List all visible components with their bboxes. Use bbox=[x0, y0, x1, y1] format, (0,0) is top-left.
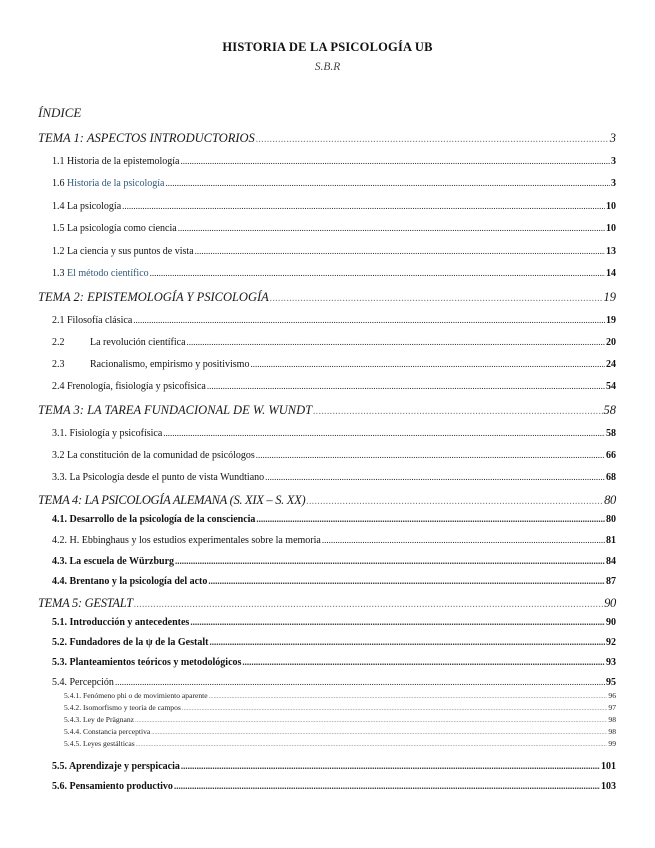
dot-leader bbox=[270, 293, 603, 304]
toc-page-number: 3 bbox=[611, 156, 616, 167]
toc-page-number: 14 bbox=[606, 268, 616, 279]
toc-entry-link[interactable]: El método científico bbox=[67, 268, 149, 279]
toc-chapter-tema-4[interactable] bbox=[38, 493, 616, 508]
toc-entry-label: Fundadores de la ψ de la Gestalt bbox=[69, 637, 209, 648]
toc-chapter-tema-5[interactable] bbox=[38, 596, 616, 611]
dot-leader bbox=[187, 337, 605, 347]
dot-leader bbox=[178, 223, 605, 233]
toc-section-number: 1.6 bbox=[52, 178, 65, 189]
dot-leader bbox=[256, 134, 609, 145]
toc-section-5-3[interactable] bbox=[52, 657, 616, 668]
dot-leader bbox=[242, 657, 605, 667]
toc-page-number: 81 bbox=[606, 535, 616, 546]
dot-leader bbox=[122, 201, 605, 211]
dot-leader bbox=[207, 381, 605, 391]
toc-page-number: 98 bbox=[608, 727, 616, 736]
toc-page-number: 19 bbox=[603, 290, 616, 304]
toc-subsection-5-4-4[interactable] bbox=[64, 727, 616, 736]
dot-leader bbox=[136, 741, 608, 748]
dot-leader bbox=[134, 599, 603, 610]
dot-leader bbox=[133, 315, 605, 325]
toc-section-number: 5.3. bbox=[52, 657, 67, 668]
toc-section-number: 1.2 bbox=[52, 246, 65, 257]
toc-section-number: 4.4. bbox=[52, 576, 67, 587]
dot-leader bbox=[151, 729, 607, 736]
toc-entry-label: Fenómeno phi o de movimiento aparente bbox=[83, 691, 208, 700]
toc-section-number: 2.2 bbox=[52, 337, 65, 348]
toc-entry-label: La constitución de la comunidad de psicólogos bbox=[67, 450, 255, 461]
toc-section-number: 2.3 bbox=[52, 359, 65, 370]
toc-section-number: 5.4.5. bbox=[64, 739, 82, 748]
toc-entry-link[interactable]: Historia de la psicología bbox=[67, 178, 165, 189]
toc-entry-label: La Psicología desde el punto de vista Wundtiano bbox=[69, 472, 265, 483]
toc-entry-label: Historia de la epistemología bbox=[67, 156, 180, 167]
dot-leader bbox=[174, 781, 600, 791]
dot-leader bbox=[190, 617, 605, 627]
toc-section-number: 5.4.3. bbox=[64, 715, 82, 724]
toc-page-number: 98 bbox=[608, 715, 616, 724]
toc-page-number: 92 bbox=[606, 637, 616, 648]
toc-section-2-1[interactable] bbox=[52, 315, 616, 326]
toc-heading: ÍNDICE bbox=[38, 105, 82, 120]
toc-section-3-3[interactable] bbox=[52, 472, 616, 483]
toc-page-number: 58 bbox=[603, 403, 616, 417]
toc-section-number: 1.5 bbox=[52, 223, 65, 234]
toc-section-5-6[interactable] bbox=[52, 781, 616, 792]
toc-section-number: 1.1 bbox=[52, 156, 65, 167]
toc-page-number: 54 bbox=[606, 381, 616, 392]
toc-section-5-2[interactable] bbox=[52, 637, 616, 648]
toc-page-number: 13 bbox=[606, 246, 616, 257]
toc-subsection-5-4-2[interactable] bbox=[64, 703, 616, 712]
toc-entry-label: Frenología, fisiología y psicofísica bbox=[67, 381, 206, 392]
toc-entry-label: Racionalismo, empirismo y positivismo bbox=[90, 359, 250, 370]
dot-leader bbox=[209, 637, 605, 647]
toc-section-5-1[interactable] bbox=[52, 617, 616, 628]
toc-section-number: 4.2. bbox=[52, 535, 67, 546]
toc-page-number: 66 bbox=[606, 450, 616, 461]
toc-page-number: 58 bbox=[606, 428, 616, 439]
toc-section-2-3[interactable] bbox=[52, 359, 616, 370]
toc-entry-label: Planteamientos teóricos y metodológicos bbox=[69, 657, 242, 668]
dot-leader bbox=[195, 246, 605, 256]
toc-section-number: 1.4 bbox=[52, 201, 65, 212]
dot-leader bbox=[322, 535, 605, 545]
toc-entry-label: TEMA 4: LA PSICOLOGÍA ALEMANA (S. XIX – S. XX) bbox=[38, 493, 306, 507]
toc-page-number: 3 bbox=[609, 131, 616, 145]
toc-entry-label: H. Ebbinghaus y los estudios experimentales sobre la memoria bbox=[69, 535, 321, 546]
toc-section-number: 5.4.2. bbox=[64, 703, 82, 712]
toc-entry-label: Filosofía clásica bbox=[67, 315, 133, 326]
toc-entry-label: Percepción bbox=[69, 677, 114, 688]
toc-section-1-6[interactable] bbox=[52, 178, 616, 189]
toc-section-number: 5.4.4. bbox=[64, 727, 82, 736]
toc-page-number: 101 bbox=[601, 761, 616, 772]
toc-section-4-3[interactable] bbox=[52, 556, 616, 567]
toc-entry-label: La ciencia y sus puntos de vista bbox=[67, 246, 194, 257]
toc-section-number: 3.3. bbox=[52, 472, 67, 483]
toc-entry-label: TEMA 5: GESTALT bbox=[38, 596, 133, 610]
toc-section-3-1[interactable] bbox=[52, 428, 616, 439]
toc-page-number: 80 bbox=[604, 493, 616, 507]
toc-section-number: 5.2. bbox=[52, 637, 67, 648]
toc-section-2-4[interactable] bbox=[52, 381, 616, 392]
dot-leader bbox=[265, 472, 605, 482]
dot-leader bbox=[182, 705, 608, 712]
toc-page-number: 96 bbox=[608, 691, 616, 700]
toc-page-number: 19 bbox=[606, 315, 616, 326]
dot-leader bbox=[163, 428, 605, 438]
toc-section-number: 3.1. bbox=[52, 428, 67, 439]
dot-leader bbox=[313, 406, 602, 417]
toc-page-number: 87 bbox=[606, 576, 616, 587]
toc-page-number: 103 bbox=[601, 781, 616, 792]
toc-page-number: 90 bbox=[606, 617, 616, 628]
toc-page-number: 10 bbox=[606, 223, 616, 234]
toc-page-number: 68 bbox=[606, 472, 616, 483]
toc-entry-label: La psicología como ciencia bbox=[67, 223, 177, 234]
toc-section-1-2[interactable] bbox=[52, 246, 616, 257]
toc-section-number: 2.1 bbox=[52, 315, 65, 326]
toc-section-5-5[interactable] bbox=[52, 761, 616, 772]
toc-page-number: 20 bbox=[606, 337, 616, 348]
toc-entry-label: TEMA 2: EPISTEMOLOGÍA Y PSICOLOGÍA bbox=[38, 290, 269, 304]
dot-leader bbox=[115, 677, 605, 687]
toc-section-1-1[interactable] bbox=[52, 156, 616, 167]
toc-page-number: 80 bbox=[606, 514, 616, 525]
toc-entry-label: TEMA 3: LA TAREA FUNDACIONAL DE W. WUNDT bbox=[38, 403, 313, 417]
toc-chapter-tema-1[interactable] bbox=[38, 131, 616, 146]
toc-section-number: 4.3. bbox=[52, 556, 67, 567]
toc-page-number: 3 bbox=[611, 178, 616, 189]
toc-page-number: 90 bbox=[604, 596, 616, 610]
toc-subsection-5-4-1[interactable] bbox=[64, 691, 616, 700]
toc-entry-label: Ley de Prägnanz bbox=[83, 715, 135, 724]
toc-section-1-5[interactable] bbox=[52, 223, 616, 234]
toc-page-number: 24 bbox=[606, 359, 616, 370]
toc-page-number: 95 bbox=[606, 677, 616, 688]
dot-leader bbox=[165, 178, 610, 188]
dot-leader bbox=[256, 450, 605, 460]
toc-section-5-4[interactable] bbox=[52, 677, 616, 688]
toc-page-number: 84 bbox=[606, 556, 616, 567]
toc-entry-label: TEMA 1: ASPECTOS INTRODUCTORIOS bbox=[38, 131, 255, 145]
toc-entry-label: Introducción y antecedentes bbox=[69, 617, 190, 628]
toc-entry-label: Leyes gestálticas bbox=[83, 739, 135, 748]
dot-leader bbox=[306, 496, 603, 507]
toc-section-number: 5.5. bbox=[52, 761, 67, 772]
toc-section-number: 4.1. bbox=[52, 514, 67, 525]
toc-entry-label: Fisiología y psicofísica bbox=[69, 428, 163, 439]
dot-leader bbox=[150, 268, 605, 278]
toc-entry-label: Desarrollo de la psicología de la consciencia bbox=[69, 514, 256, 525]
toc-entry-label: Aprendizaje y perspicacia bbox=[68, 761, 180, 772]
toc-entry-label: Pensamiento productivo bbox=[69, 781, 173, 792]
toc-subsection-5-4-3[interactable] bbox=[64, 715, 616, 724]
toc-section-3-2[interactable] bbox=[52, 450, 616, 461]
toc-section-4-1[interactable] bbox=[52, 514, 616, 525]
toc-entry-label: La revolución científica bbox=[90, 337, 186, 348]
toc-section-number: 5.6. bbox=[52, 781, 67, 792]
dot-leader bbox=[175, 556, 605, 566]
dot-leader bbox=[135, 717, 607, 724]
document-title: HISTORIA DE LA PSICOLOGÍA UB bbox=[222, 40, 433, 54]
toc-entry-label: Isomorfismo y teoría de campos bbox=[83, 703, 181, 712]
toc-section-number: 1.3 bbox=[52, 268, 65, 279]
toc-page-number: 10 bbox=[606, 201, 616, 212]
dot-leader bbox=[256, 514, 605, 524]
toc-page-number: 93 bbox=[606, 657, 616, 668]
dot-leader bbox=[209, 693, 608, 700]
toc-section-1-3[interactable] bbox=[52, 268, 616, 279]
toc-entry-label: Brentano y la psicología del acto bbox=[69, 576, 208, 587]
toc-section-1-4[interactable] bbox=[52, 201, 616, 212]
dot-leader bbox=[181, 761, 600, 771]
toc-section-4-2[interactable] bbox=[52, 535, 616, 546]
toc-entry-label: Constancia perceptiva bbox=[83, 727, 151, 736]
document-author: S.B.R bbox=[314, 61, 341, 73]
toc-page-number: 99 bbox=[608, 739, 616, 748]
dot-leader bbox=[250, 359, 605, 369]
toc-section-number: 5.4.1. bbox=[64, 691, 82, 700]
toc-subsection-5-4-5[interactable] bbox=[64, 739, 616, 748]
toc-entry-label: La psicología bbox=[67, 201, 122, 212]
toc-section-4-4[interactable] bbox=[52, 576, 616, 587]
toc-section-2-2[interactable] bbox=[52, 337, 616, 348]
toc-chapter-tema-3[interactable] bbox=[38, 403, 616, 418]
toc-chapter-tema-2[interactable] bbox=[38, 290, 616, 305]
toc-section-number: 5.4. bbox=[52, 677, 67, 688]
toc-section-number: 5.1. bbox=[52, 617, 67, 628]
toc-entry-label: La escuela de Würzburg bbox=[69, 556, 175, 567]
toc-section-number: 3.2 bbox=[52, 450, 65, 461]
dot-leader bbox=[180, 156, 610, 166]
toc-page-number: 97 bbox=[608, 703, 616, 712]
toc-section-number: 2.4 bbox=[52, 381, 65, 392]
dot-leader bbox=[208, 576, 605, 586]
